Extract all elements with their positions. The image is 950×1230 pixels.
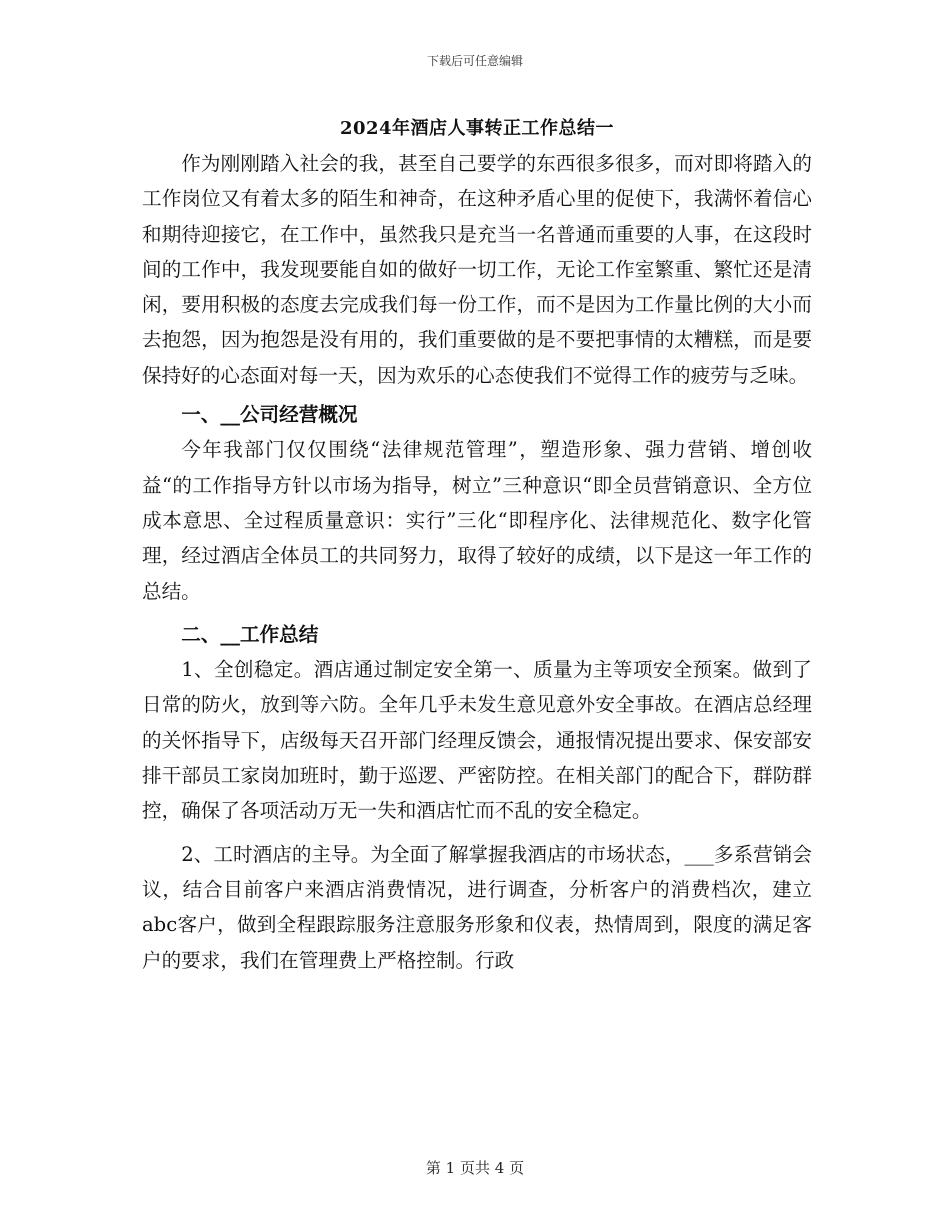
section-heading-overview: 一、__公司经营概况 [181,403,358,427]
document-body [142,112,812,978]
document-title: 2024年酒店人事转正工作总结一 [339,118,615,139]
intro-paragraph: 作为刚刚踏入社会的我，甚至自己要学的东西很多很多，而对即将踏入的工作岗位又有着太多的陌生和神奇，在这种矛盾心里的促使下，我满怀着信心和期待迎接它，在工作中，虽然我只是充当一名普通而重要的人事，在这段时间的工作中，我发现要能自如的做好一切工作，无论工作室繁重、繁忙还是清闲，要用积极的态度去完成我们每一份工作，而不是因为工作量比例的大小而去抱怨，因为抱怨是没有用的，我们重要做的是不要把事情的太糟糕，而是要保持好的心态面对每一天，因为欢乐的心态使我们不觉得工作的疲劳与乏味。 [142,152,812,387]
summary-item-2: 2、工时酒店的主导。为全面了解掌握我酒店的市场状态，___多系营销会议，结合目前客户来酒店消费情况，进行调查，分析客户的消费档次，建立abc客户，做到全程跟踪服务注意服务形象和仪表，热情周到，限度的满足客户的要求，我们在管理费上严格控制。行政 [142,842,812,972]
header-note: 下载后可任意编辑 [426,54,523,68]
section-heading-summary: 二、__工作总结 [181,622,319,646]
summary-item-1: 1、全创稳定。酒店通过制定安全第一、质量为主等项安全预案。做到了日常的防火，放到等六防。全年几乎未发生意见意外安全事故。在酒店总经理的关怀指导下，店级每天召开部门经理反馈会，通报情况提出要求、保安部安排干部员工家岗加班时，勤于巡逻、严密防控。在相关部门的配合下，群防群控，确保了各项活动万无一失和酒店忙而不乱的安全稳定。 [142,658,812,823]
page-footer: 第 1 页共 4 页 [425,1159,525,1177]
overview-paragraph: 今年我部门仅仅围绕“法律规范管理”，塑造形象、强力营销、增创收益“的工作指导方针以市场为指导，树立”三种意识“即全员营销意识、全方位成本意思、全过程质量意识：实行”三化“即程序化、法律规范化、数字化管理，经过酒店全体员工的共同努力，取得了较好的成绩，以下是这一年工作的总结。 [142,438,812,603]
